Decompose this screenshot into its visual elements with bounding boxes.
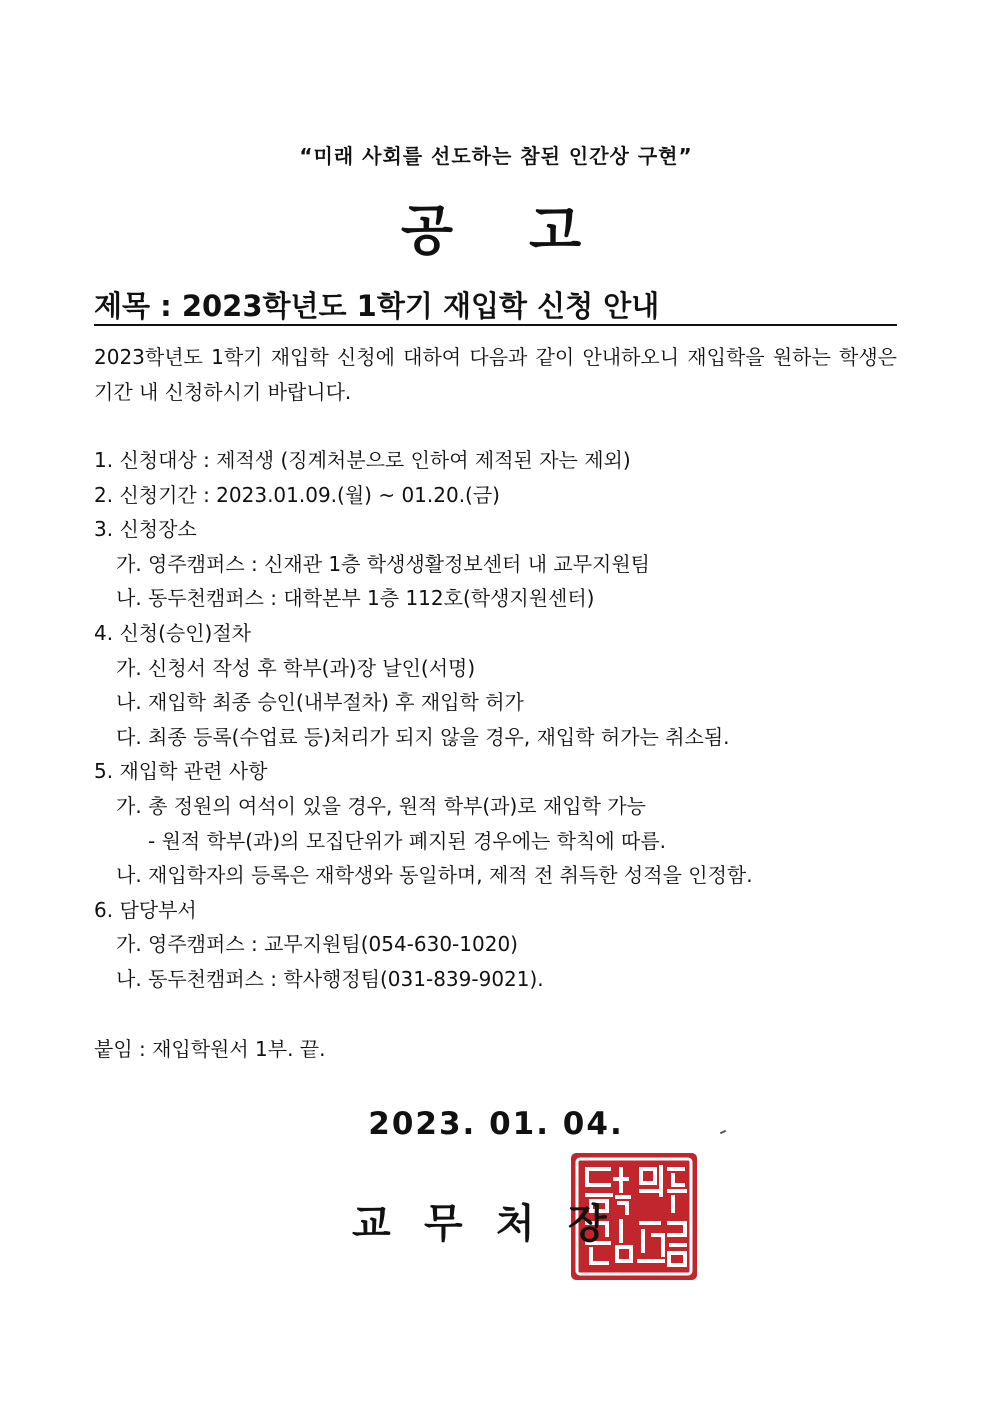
issue-date: 2023. 01. 04. — [368, 1106, 624, 1142]
item-line: 가. 신청서 작성 후 학부(과)장 날인(서명) — [116, 655, 476, 680]
notice-heading — [0, 188, 992, 265]
attachment-note: 붙임 : 재입학원서 1부. 끝. — [94, 1037, 326, 1061]
item-line: 나. 동두천캠퍼스 : 대학본부 1층 112호(학생지원센터) — [116, 586, 595, 611]
item-line: 가. 총 정원의 여석이 있을 경우, 원적 학부(과)로 재입학 가능 — [116, 793, 646, 818]
item-line: 나. 재입학자의 등록은 재학생와 동일하며, 제적 전 취득한 성적을 인정함. — [116, 863, 753, 888]
item-line: 5. 재입학 관련 사항 — [94, 759, 268, 784]
subject-title: 제목 : 2023학년도 1학기 재입학 신청 안내 — [94, 284, 897, 326]
notice-items — [94, 443, 914, 997]
item-line: 나. 재입학 최종 승인(내부절차) 후 재입학 허가 — [116, 690, 524, 715]
signer-char: 교 — [352, 1201, 391, 1247]
heading-char-2: 고 — [529, 199, 592, 262]
item-line: 3. 신청장소 — [94, 517, 197, 542]
signer-char: 처 — [496, 1201, 535, 1247]
signer-char: 무 — [424, 1201, 463, 1247]
slogan: “미래 사회를 선도하는 참된 인간상 구현” — [299, 144, 693, 168]
item-line: 가. 영주캠퍼스 : 교무지원팀(054-630-1020) — [116, 932, 518, 957]
item-line: - 원적 학부(과)의 모집단위가 폐지된 경우에는 학칙에 따름. — [148, 828, 667, 853]
item-line: 6. 담당부서 — [94, 897, 197, 922]
item-line: 1. 신청대상 : 제적생 (징계처분으로 인하여 제적된 자는 제외) — [94, 448, 631, 472]
signer-char: 장 — [568, 1201, 607, 1247]
item-line: 다. 최종 등록(수업료 등)처리가 되지 않을 경우, 재입학 허가는 취소됨. — [116, 724, 730, 749]
intro-paragraph: 2023학년도 1학기 재입학 신청에 대하여 다음과 같이 안내하오니 재입학을 원하는 학생은 기간 내 신청하시기 바랍니다. — [94, 345, 897, 404]
item-line: 4. 신청(승인)절차 — [94, 620, 251, 645]
item-line: 2. 신청기간 : 2023.01.09.(월) ~ 01.20.(금) — [94, 482, 500, 507]
heading-char-1: 공 — [400, 199, 463, 262]
issuer-signature — [352, 1192, 640, 1249]
item-line: 가. 영주캠퍼스 : 신재관 1층 학생생활정보센터 내 교무지원팀 — [116, 551, 651, 576]
item-line: 나. 동두천캠퍼스 : 학사행정팀(031-839-9021). — [116, 966, 544, 991]
